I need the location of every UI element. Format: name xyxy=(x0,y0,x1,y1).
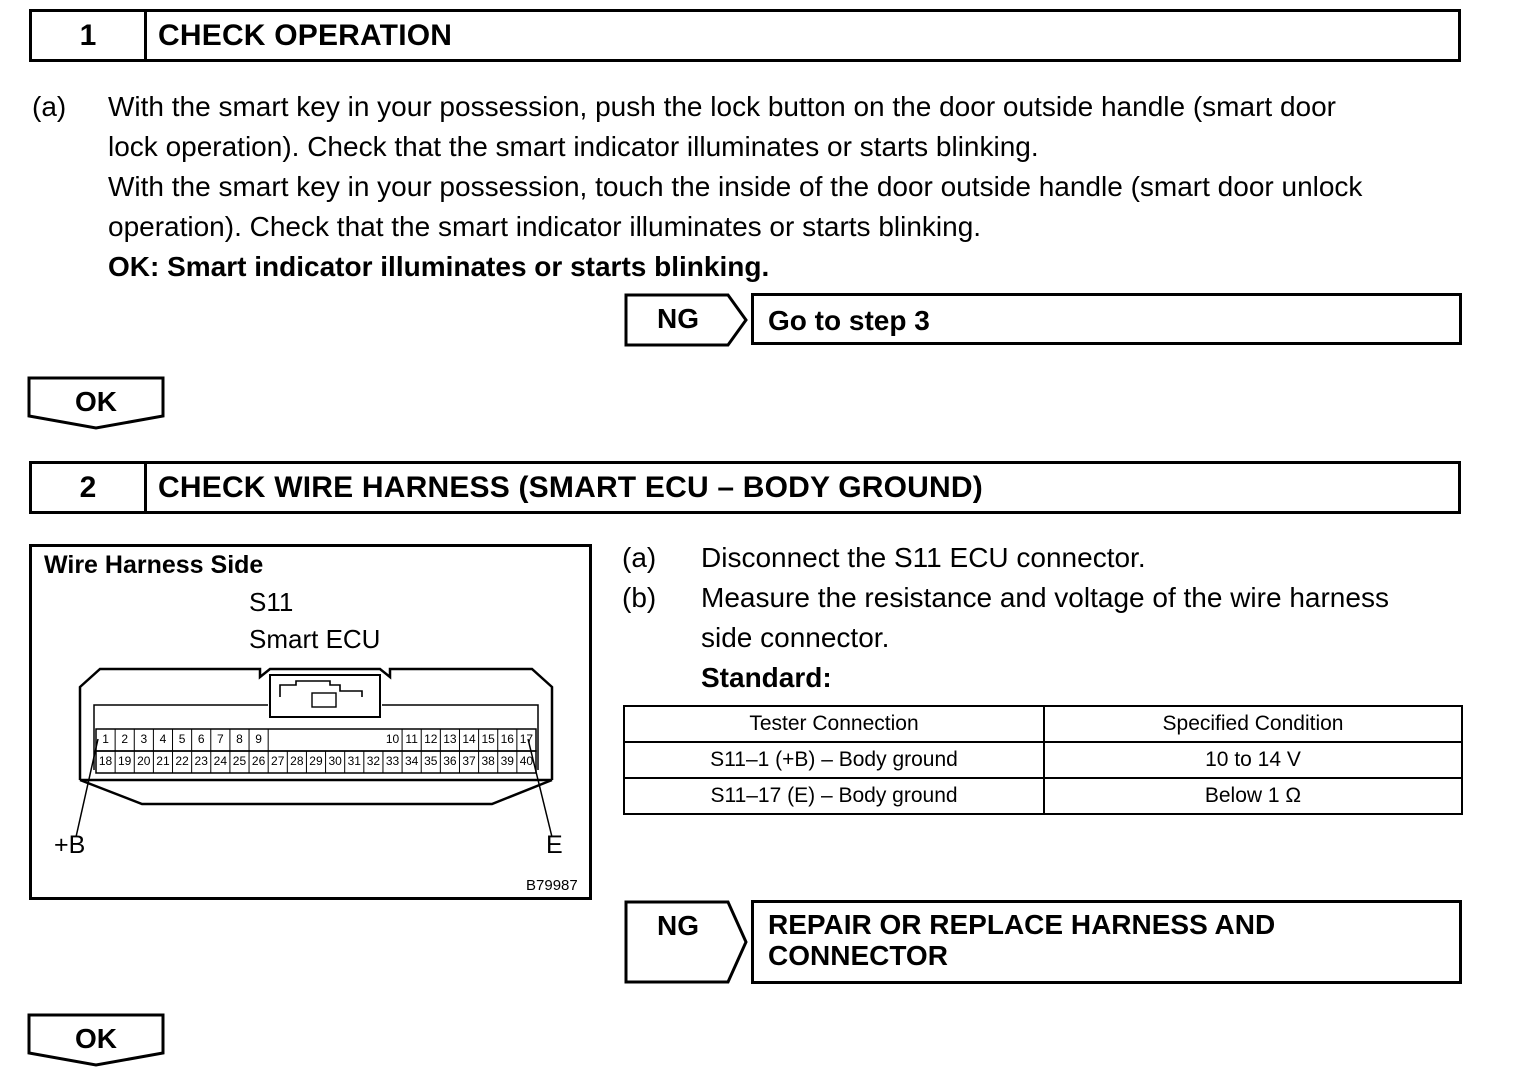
pin-number: 1 xyxy=(102,732,109,746)
diagram-heading: Wire Harness Side xyxy=(44,551,264,579)
pin-number: 13 xyxy=(443,732,457,746)
spec-table xyxy=(623,705,1463,815)
step-1-ok-condition: OK: Smart indicator illuminates or starts blinking. xyxy=(108,251,770,282)
pin-number: 28 xyxy=(290,754,304,768)
pin-number: 36 xyxy=(443,754,457,768)
step-1-instruction-line-2: lock operation). Check that the smart indicator illuminates or starts blinking. xyxy=(108,131,1039,162)
pin-number: 6 xyxy=(197,732,205,746)
step-2-item-a-label: (a) xyxy=(622,542,657,573)
spec-table-cell-condition: 10 to 14 V xyxy=(1044,742,1462,778)
step-2-item-a-text: Disconnect the S11 ECU connector. xyxy=(701,542,1146,573)
step-1-ng-label: NG xyxy=(657,303,699,334)
pin-number: 9 xyxy=(255,732,262,746)
pin-number: 5 xyxy=(178,732,186,746)
pin-number: 23 xyxy=(194,754,208,768)
pin-number: 40 xyxy=(519,754,534,768)
pin-number: 12 xyxy=(424,732,438,746)
pin-number: 8 xyxy=(236,732,243,746)
pin-number: 37 xyxy=(462,754,476,768)
spec-table-header-condition: Specified Condition xyxy=(1044,706,1462,742)
pin-number: 21 xyxy=(156,754,170,768)
step-2-ng-result-box[interactable] xyxy=(751,900,1462,984)
connector-diagram xyxy=(29,544,592,900)
pin-number: 16 xyxy=(500,732,514,746)
pin-number: 22 xyxy=(175,754,189,768)
spec-table-cell-connection: S11–1 (+B) – Body ground xyxy=(624,742,1044,778)
step-2-ng-result-line-2: CONNECTOR xyxy=(768,940,948,971)
pin-number: 10 xyxy=(385,732,400,746)
spec-table-cell-condition: Below 1 Ω xyxy=(1044,778,1462,814)
pin-number: 17 xyxy=(519,732,534,746)
step-2-standard-label: Standard: xyxy=(701,662,832,693)
pin-number: 14 xyxy=(462,732,476,746)
diagram-figure-id: B79987 xyxy=(526,877,578,894)
pin-number: 39 xyxy=(500,754,514,768)
pin-number: 34 xyxy=(404,754,419,768)
step-2-item-b-line-1: Measure the resistance and voltage of the wire harness xyxy=(701,582,1389,613)
pin-number: 4 xyxy=(159,732,167,746)
step-2-header xyxy=(29,461,1461,514)
step-2-ng-result-line-1: REPAIR OR REPLACE HARNESS AND xyxy=(768,909,1276,940)
step-1-number: 1 xyxy=(32,12,147,59)
pin-number: 3 xyxy=(140,732,148,746)
step-1-ng-result: Go to step 3 xyxy=(768,305,930,336)
pin-number: 26 xyxy=(251,754,266,768)
step-1-ng-result-box[interactable] xyxy=(751,293,1462,345)
pin-number: 20 xyxy=(137,754,151,768)
pin-number: 38 xyxy=(481,754,495,768)
pin-number: 24 xyxy=(213,754,228,768)
pin-number: 7 xyxy=(217,732,224,746)
pin-number: 18 xyxy=(98,754,113,768)
step-1-header xyxy=(29,9,1461,62)
pin-number: 19 xyxy=(118,754,132,768)
step-1-instruction-line-1: With the smart key in your possession, push the lock button on the door outside handle (smart door xyxy=(108,91,1336,122)
pin-number: 32 xyxy=(366,754,381,768)
step-1-instruction-line-3: With the smart key in your possession, touch the inside of the door outside handle (smart door unlock xyxy=(108,171,1363,202)
step-1-instruction-line-4: operation). Check that the smart indicator illuminates or starts blinking. xyxy=(108,211,982,242)
pin-number: 29 xyxy=(309,754,323,768)
table-row xyxy=(624,778,1462,814)
spec-table-header-connection: Tester Connection xyxy=(624,706,1044,742)
diagram-label-plus-b: +B xyxy=(54,831,86,859)
pin-number: 15 xyxy=(481,732,495,746)
pin-number: 2 xyxy=(121,732,129,746)
pin-number: 30 xyxy=(328,754,342,768)
table-row xyxy=(624,742,1462,778)
pin-number: 33 xyxy=(385,754,400,768)
step-2-title: CHECK WIRE HARNESS (SMART ECU – BODY GROUND) xyxy=(158,470,983,504)
pin-number: 25 xyxy=(232,754,247,768)
spec-table-header-row xyxy=(624,706,1462,742)
step-1-item-a-label: (a) xyxy=(32,91,67,122)
pin-number: 11 xyxy=(405,732,418,746)
step-2-number: 2 xyxy=(32,464,147,511)
pin-number: 35 xyxy=(424,754,438,768)
diagram-component-name: Smart ECU xyxy=(249,624,381,654)
step-1-title: CHECK OPERATION xyxy=(158,18,453,52)
pin-number: 31 xyxy=(347,754,361,768)
pin-number: 27 xyxy=(271,754,285,768)
step-2-ok-label: OK xyxy=(75,1023,117,1054)
step-2-item-b-label: (b) xyxy=(622,582,657,613)
diagram-connector-code: S11 xyxy=(249,587,294,617)
diagram-label-e: E xyxy=(546,831,563,859)
spec-table-cell-connection: S11–17 (E) – Body ground xyxy=(624,778,1044,814)
step-2-ng-label: NG xyxy=(657,910,699,941)
step-2-item-b-line-2: side connector. xyxy=(701,622,890,653)
step-1-ok-label: OK xyxy=(75,386,117,417)
